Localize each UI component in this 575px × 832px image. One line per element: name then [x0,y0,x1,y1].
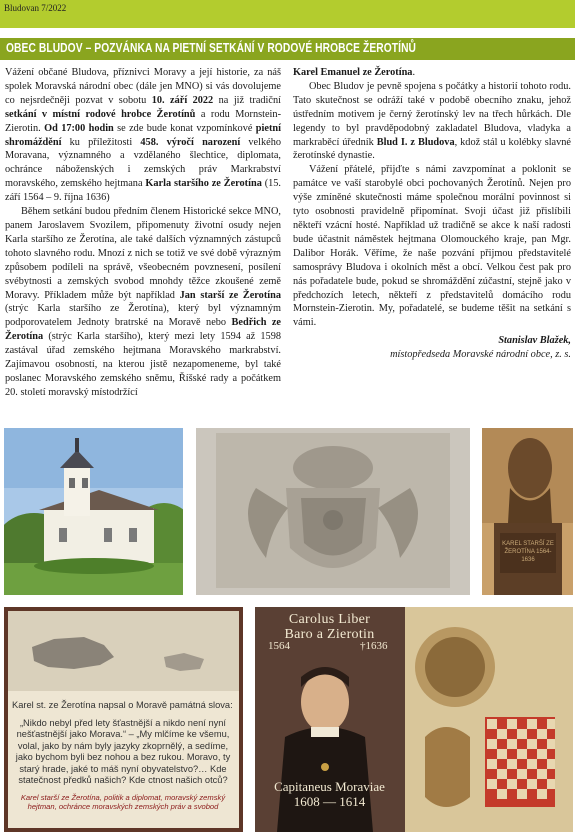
signature-name: Stanislav Blažek, [498,335,571,347]
article-title-bar [0,38,575,60]
signature [293,334,571,362]
portrait-top-inscription: Carolus Liber Baro a Zierotin [284,612,375,642]
bust-plaque-text: KAREL STARŠÍ ZE ŽEROTÍNA 1564-1636 [502,541,554,563]
portrait-bottom-inscription: Capitaneus Moraviae 1608 — 1614 [274,779,385,809]
paragraph-4: Vážení přátelé, přijďte s námi zavzpomínat a poklonit se památce ve vaší starobylé obci pochovaných Žerotínů. Nejen pro výše zmíněné skutečnosti máme společnou morální povinnost si tyto osobnosti pravidelně připomínat. Svoji účast již přislíbili někteří vzácní hosté. Například už tradičně se akce k naší radosti bude účastnit náměstek hejtmana Olomouckého kraje, pan Mgr. Dalibor Horák. Věříme, že naše pozvání přijmou představitelé samosprávy Bludova i okolních měst a obcí. Velkou čest pak pro nás pořadatele bude, pokud se shromáždění zúčastní, stejně jako v předchozích letech, někteří z představitelů domácího rodu Mornstein-Zierotin. My, pořadatelé, se budeme těšit na setkání s vámi. [293,164,571,329]
paragraph-3: Obec Bludov je pevně spojena s počátky a historií tohoto rodu. Tato skutečnost se odráží také v podobě obecního znaku, jehož ústředním motivem je černý žerotínský lev na třech hůrkách. Dle legendy to byl pravděpodobný zakladatel Bludova, vladyka a markraběcí úředník Blud I. z Bludova, kdož stál u kolébky slavné žerotínské dynastie. [293,80,571,162]
coat-of-arms-relief-photo [196,428,470,595]
issue-header-bar [0,0,575,28]
quote-intro: Karel st. ze Žerotína napsal o Moravě památná slova: [12,700,233,710]
paragraph-2: Během setkání budou předním členem Historické sekce MNO, panem Jaroslavem Svozilem, připomenuty životní osudy nejen Karla staršího ze Žerotína, ale také dalších významných zástupců tohoto slavného rodu. Mnozí z nich se totiž ve své době výrazným způsobem podíleli na správě, všeobecném povznesení, posílení svébytnosti a zemských svobod mnohdy těžce zkoušené země Moravy. Příkladem může být například Jan starší ze Žerotína (strýc Karla staršího ze Žerotína), který byl významným podporovatelem Jednoty bratrské na Moravě nebo Bedřich ze Žerotína (strýc Karla staršího), který mezi lety 1594 až 1598 zastával úřad zemského hejtmana Moravského markrabství. Zajímavou osobností, na kterou jistě nezapomeneme, byl také poslanec Moravského zemského sněmu, Říšské rady a počátkem 20. století moravský místodržící [5,206,282,398]
article-title: OBEC BLUDOV – POZVÁNKA NA PIETNÍ SETKÁNÍ V RODOVÉ HROBCE ŽEROTÍNŮ [6,41,417,55]
portrait-birth-year: 1564 [268,640,290,652]
article-column-left [5,66,281,400]
article-column-right [293,66,571,362]
bust-photo [482,428,573,595]
quote-caption: Karel starší ze Žerotína, politik a diplomat, moravský zemský hejtman, ochránce moravských zemských práv a svobod [20,792,226,811]
quote-text: „Nikdo nebyl před lety šťastnější a nikdo není nyní nešťastnější jako Morava.“ – „My mlčíme ke všemu, volal, jako by nám byly jazyky zkoprnělý, a sedíme, jako bychom byli bez nohou a bez rukou. Moravo, ty starý hrade, jaké to máš nyní obyvatelstvo?… Kde statečnost předků našich? Kde ctnost našich otců? [15,717,231,785]
paragraph-1: Vážení občané Bludova, příznivci Moravy a její historie, za náš spolek Moravská národní obec (dále jen MNO) si vás dovolujeme co nejsrdečněji pozvat v sobotu 10. září 2022 na již tradiční setkání v místní rodové hrobce Žerotínů a rodu Mornstein-Zierotin. Od 17:00 hodin se zde bude konat vzpomínkové pietní shromáždění ku příležitosti 458. výročí narození velkého Moravana, významného a vzdělaného šlechtice, diplomata, ochránce náboženských i zemských práv Markrabství moravského, zemského hejtmana Karla staršího ze Žerotína (15. září 1564 – 9. října 1636) [5,67,281,204]
paragraph-2-cont: Karel Emanuel ze Žerotína. [293,67,416,78]
signature-role: místopředseda Moravské národní obce, z. s. [390,349,571,361]
church-photo [4,428,183,595]
quote-content [12,700,234,811]
issue-label: Bludovan 7/2022 [4,3,67,13]
portrait-death-year: †1636 [360,640,388,652]
